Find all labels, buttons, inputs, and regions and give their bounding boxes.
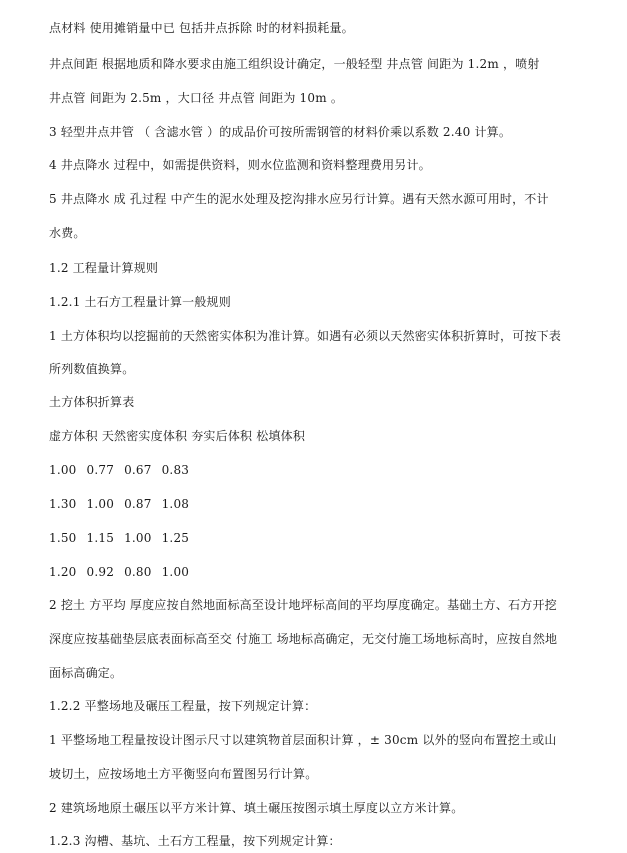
table-header-row: 虚方体积 天然密实度体积 夯实后体积 松填体积: [49, 429, 306, 443]
table-row: 1.00 0.77 0.67 0.83: [49, 463, 190, 477]
subsection-heading: 1.2.3 沟槽、基坑、土石方工程量，按下列规定计算：: [49, 834, 341, 848]
paragraph-line: 2 挖土 方平均 厚度应按自然地面标高至设计地坪标高间的平均厚度确定。基础土方、石方开挖: [49, 598, 557, 612]
paragraph-line: 深度应按基础垫层底表面标高至交 付施工 场地标高确定，无交付施工场地标高时，应按自然地: [49, 632, 558, 646]
paragraph-line: 1 平整场地工程量按设计图示尺寸以建筑物首层面积计算 ，± 30cm 以外的竖向布置挖土或山: [49, 733, 557, 747]
paragraph-line: 5 井点降水 成 孔过程 中产生的泥水处理及挖沟排水应另行计算。遇有天然水源可用时，不计: [49, 192, 549, 206]
table-row: 1.30 1.00 0.87 1.08: [49, 497, 190, 511]
paragraph-line: 井点间距 根据地质和降水要求由施工组织设计确定，一般轻型 井点管 间距为 1.2m ，喷射: [49, 57, 540, 71]
subsection-heading: 1.2.2 平整场地及碾压工程量，按下列规定计算：: [49, 699, 317, 713]
paragraph-line: 水费。: [49, 226, 86, 240]
paragraph-line: 1 土方体积均以挖掘前的天然密实体积为准计算。如遇有必须以天然密实体积折算时，可按下表: [49, 329, 562, 343]
paragraph-line: 所列数值换算。: [49, 362, 135, 376]
subsection-heading: 1.2.1 土石方工程量计算一般规则: [49, 295, 231, 309]
section-heading: 1.2 工程量计算规则: [49, 261, 159, 275]
paragraph-line: 井点管 间距为 2.5m ，大口径 井点管 间距为 10m 。: [49, 91, 344, 105]
table-title: 土方体积折算表: [49, 395, 135, 409]
table-row: 1.20 0.92 0.80 1.00: [49, 565, 190, 579]
paragraph-line: 面标高确定。: [49, 666, 123, 680]
paragraph-line: 4 井点降水 过程中，如需提供资料，则水位监测和资料整理费用另计。: [49, 158, 431, 172]
paragraph-line: 3 轻型井点井管 （ 含滤水管 ）的成品价可按所需钢管的材料价乘以系数 2.40 计算。: [49, 125, 512, 139]
paragraph-line: 点材料 使用摊销量中已 包括井点拆除 时的材料损耗量。: [49, 21, 354, 35]
paragraph-line: 坡切土，应按场地土方平衡竖向布置图另行计算。: [49, 767, 318, 781]
table-row: 1.50 1.15 1.00 1.25: [49, 531, 190, 545]
paragraph-line: 2 建筑场地原土碾压以平方米计算、填土碾压按图示填土厚度以立方米计算。: [49, 801, 464, 815]
